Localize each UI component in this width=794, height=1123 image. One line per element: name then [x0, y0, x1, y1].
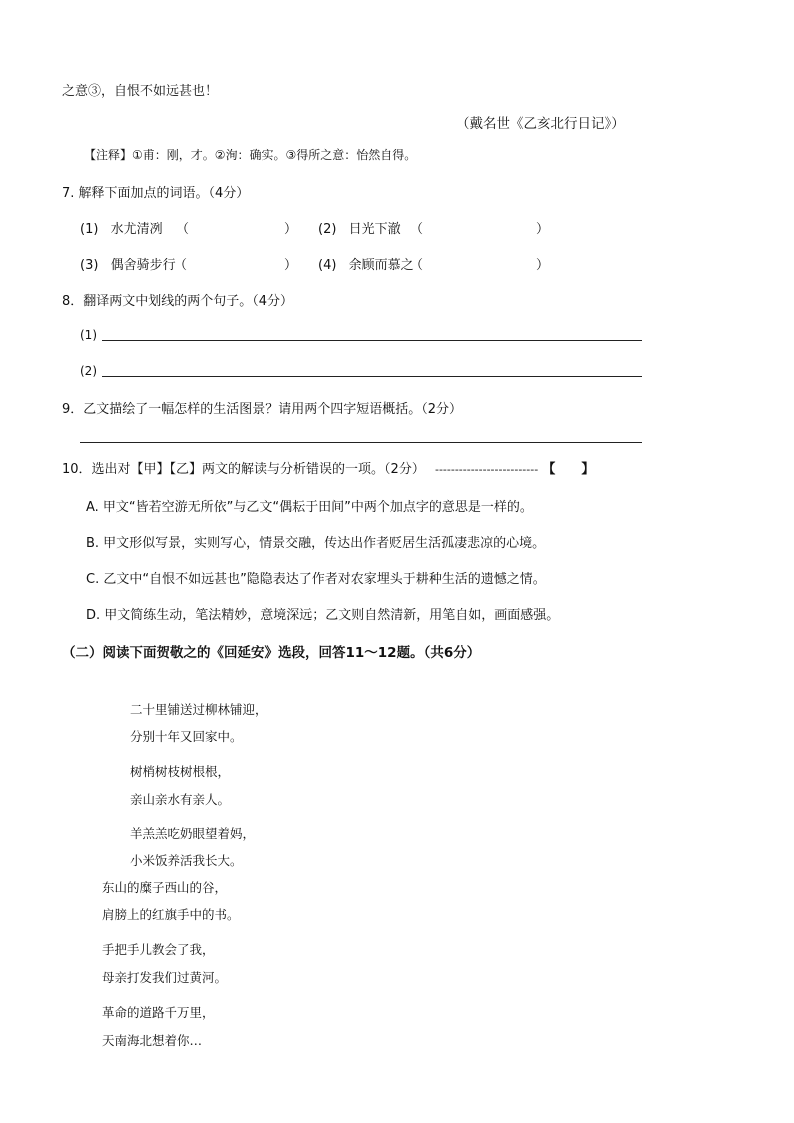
q10-answer-bracket: 【 】	[542, 462, 595, 477]
poem-line-4: 亲山亲水有亲人。	[130, 792, 231, 807]
q7-item-4	[318, 254, 414, 273]
q7-item-3-num: (3)	[80, 258, 99, 273]
q8-answer-line-2[interactable]	[102, 376, 642, 377]
source-citation: （戴名世《乙亥北行日记》）	[456, 116, 625, 132]
q9-title: 9．乙文描绘了一幅怎样的生活图景？请用两个四字短语概括。（2分）	[62, 402, 463, 417]
q8-line-1-label: (1)	[80, 328, 97, 342]
poem-line-2: 分别十年又回家中。	[130, 729, 243, 744]
poem-line-1: 二十里铺送过柳林铺迎，	[130, 702, 268, 717]
q7-item-1	[80, 218, 163, 237]
q7-item-3-text: 偶舍骑步行	[110, 258, 176, 273]
q10-title-text: 10．选出对【甲】【乙】两文的解读与分析错误的一项。（2分）	[62, 462, 425, 477]
poem-line-12: 天南海北想着你…	[102, 1033, 203, 1048]
poem-line-6: 小米饭养活我长大。	[130, 853, 243, 868]
poem-line-3: 树梢树枝树根根，	[130, 764, 231, 779]
q8-answer-line-1[interactable]	[102, 340, 642, 341]
q7-item-2-paren-open: （	[410, 222, 424, 237]
passage-tail: 之意③，自恨不如远甚也！	[62, 84, 219, 99]
q7-item-1-num: (1)	[80, 222, 99, 237]
poem-line-7: 东山的糜子西山的谷，	[102, 880, 228, 895]
q7-item-3-paren-close: ）	[284, 258, 298, 273]
poem-line-10: 母亲打发我们过黄河。	[102, 970, 228, 985]
q10-title	[62, 458, 594, 477]
notes: 【注释】①甫：刚，才。②洵：确实。③得所之意：怡然自得。	[84, 148, 417, 162]
q7-item-2-text: 日光下澈	[348, 222, 401, 237]
q7-item-2	[318, 218, 401, 237]
q7-title: 7. 解释下面加点的词语。（4分）	[62, 186, 250, 201]
q7-item-2-paren-close: ）	[536, 222, 550, 237]
q7-item-4-paren-close: ）	[536, 258, 550, 273]
poem-line-5: 羊羔羔吃奶眼望着妈，	[130, 826, 256, 841]
q7-item-3-paren-open: （	[174, 258, 188, 273]
poem-line-11: 革命的道路千万里，	[102, 1005, 215, 1020]
q10-dashes: --------------------------	[434, 463, 539, 476]
q8-title: 8．翻译两文中划线的两个句子。（4分）	[62, 294, 294, 309]
q7-item-1-paren-close: ）	[284, 222, 298, 237]
q10-option-a: A. 甲文“皆若空游无所依”与乙文“偶耘于田间”中两个加点字的意思是一样的。	[86, 500, 533, 515]
q7-item-2-num: (2)	[318, 222, 337, 237]
poem-line-8: 肩膀上的红旗手中的书。	[102, 907, 240, 922]
q10-option-d: D. 甲文简练生动，笔法精妙，意境深远；乙文则自然清新，用笔自如，画面感强。	[86, 608, 560, 623]
poem-line-9: 手把手儿教会了我，	[102, 942, 215, 957]
section-2-title: （二）阅读下面贺敬之的《回延安》选段，回答11～12题。（共6分）	[62, 645, 481, 661]
q10-option-c: C. 乙文中“自恨不如远甚也”隐隐表达了作者对农家埋头于耕种生活的遗憾之情。	[86, 572, 546, 587]
q7-item-4-text: 余顾而慕之	[348, 258, 414, 273]
q10-option-b: B. 甲文形似写景，实则写心，情景交融，传达出作者贬居生活孤凄悲凉的心境。	[86, 536, 546, 551]
q8-line-2-label: (2)	[80, 364, 97, 378]
q7-item-3	[80, 254, 176, 273]
q7-item-1-text: 水尤清冽	[110, 222, 163, 237]
q7-item-1-paren-open: （	[176, 222, 190, 237]
q7-item-4-paren-open: （	[410, 258, 424, 273]
q7-item-4-num: (4)	[318, 258, 337, 273]
q9-answer-line[interactable]	[80, 442, 642, 443]
